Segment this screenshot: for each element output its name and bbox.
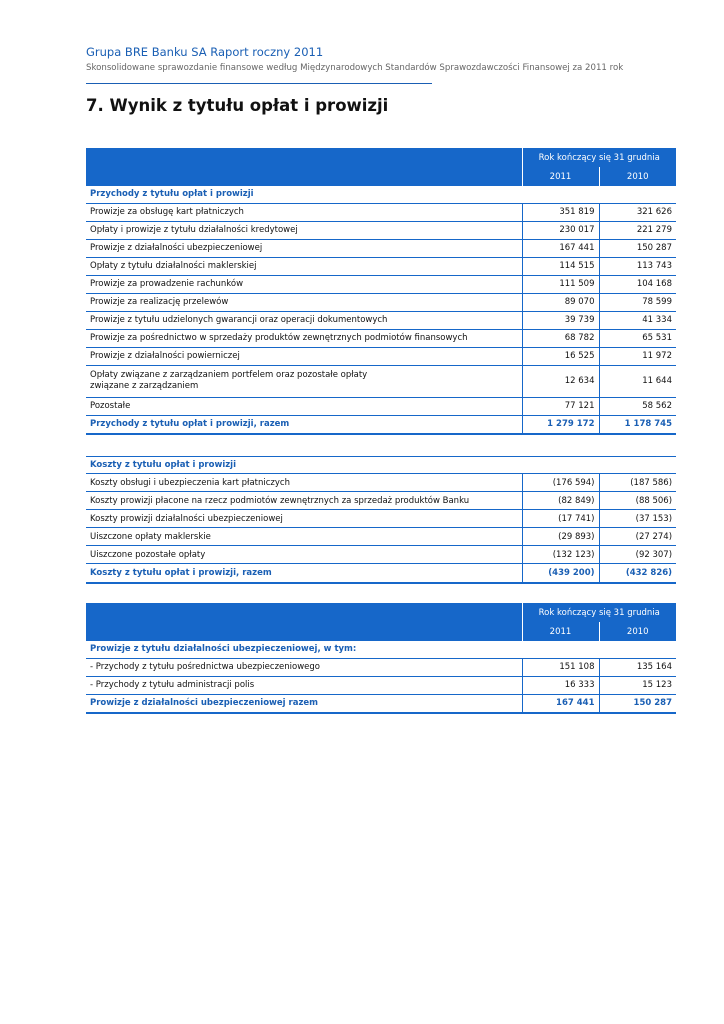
value-2011: 351 819 — [522, 203, 599, 221]
table-row — [86, 221, 676, 239]
value-2010: 113 743 — [599, 257, 676, 275]
value-2010: 11 644 — [599, 365, 676, 397]
value-2011: 16 525 — [522, 347, 599, 365]
cost-rows — [86, 474, 676, 564]
table-row — [86, 203, 676, 221]
total-label: Prowizje z działalności ubezpieczeniowej razem — [86, 694, 522, 713]
table-row — [86, 658, 676, 676]
table-header-period — [86, 148, 676, 167]
total-2011: (439 200) — [522, 564, 599, 583]
table-row — [86, 239, 676, 257]
row-label: Prowizje za realizację przelewów — [86, 293, 522, 311]
row-label: Prowizje za obsługę kart płatniczych — [86, 203, 522, 221]
row-label: Uiszczone opłaty maklerskie — [86, 528, 522, 546]
value-2010: 150 287 — [599, 239, 676, 257]
row-label: Opłaty z tytułu działalności maklerskiej — [86, 257, 522, 275]
group-row — [86, 186, 676, 203]
value-2011: 111 509 — [522, 275, 599, 293]
report-title: Grupa BRE Banku SA Raport roczny 2011 — [86, 45, 324, 59]
value-2011: (17 741) — [522, 510, 599, 528]
value-2011: (176 594) — [522, 474, 599, 492]
total-row — [86, 415, 676, 434]
value-2011: 68 782 — [522, 329, 599, 347]
insurance-rows — [86, 658, 676, 694]
row-label: - Przychody z tytułu administracji polis — [86, 676, 522, 694]
row-label: Prowizje z działalności powierniczej — [86, 347, 522, 365]
period-header: Rok kończący się 31 grudnia — [522, 148, 676, 167]
income-rows — [86, 203, 676, 415]
value-2011: (82 849) — [522, 492, 599, 510]
total-label: Przychody z tytułu opłat i prowizji, razem — [86, 415, 522, 434]
value-2010: 15 123 — [599, 676, 676, 694]
total-2011: 1 279 172 — [522, 415, 599, 434]
group-row — [86, 641, 676, 658]
income-table — [86, 148, 676, 435]
value-2011: (132 123) — [522, 546, 599, 564]
table-header-years — [86, 622, 676, 641]
total-label: Koszty z tytułu opłat i prowizji, razem — [86, 564, 522, 583]
row-label: Opłaty i prowizje z tytułu działalności kredytowej — [86, 221, 522, 239]
row-label: Opłaty związane z zarządzaniem portfelem oraz pozostałe opłaty związane z zarządzaniem — [86, 365, 522, 397]
table-row — [86, 397, 676, 415]
value-2010: 221 279 — [599, 221, 676, 239]
row-label: Prowizje z działalności ubezpieczeniowej — [86, 239, 522, 257]
value-2010: 65 531 — [599, 329, 676, 347]
value-2010: 78 599 — [599, 293, 676, 311]
table-row — [86, 474, 676, 492]
row-label: Koszty prowizji płacone na rzecz podmiotów zewnętrznych za sprzedaż produktów Banku — [86, 492, 522, 510]
value-2011: 151 108 — [522, 658, 599, 676]
value-2010: 104 168 — [599, 275, 676, 293]
row-label: Pozostałe — [86, 397, 522, 415]
col-2011-header: 2011 — [522, 167, 599, 186]
value-2011: 12 634 — [522, 365, 599, 397]
total-2010: (432 826) — [599, 564, 676, 583]
value-2010: 58 562 — [599, 397, 676, 415]
table-row — [86, 347, 676, 365]
header-blank — [86, 148, 522, 167]
section-title: 7. Wynik z tytułu opłat i prowizji — [86, 96, 389, 115]
group-label: Prowizje z tytułu działalności ubezpieczeniowej, w tym: — [86, 641, 676, 658]
value-2010: 11 972 — [599, 347, 676, 365]
total-row — [86, 564, 676, 583]
table-row — [86, 275, 676, 293]
total-2010: 150 287 — [599, 694, 676, 713]
insurance-table — [86, 603, 676, 714]
table-row — [86, 528, 676, 546]
group-label: Przychody z tytułu opłat i prowizji — [86, 186, 676, 203]
total-2010: 1 178 745 — [599, 415, 676, 434]
value-2010: 135 164 — [599, 658, 676, 676]
table-row — [86, 510, 676, 528]
group-row — [86, 457, 676, 474]
col-2010-header: 2010 — [599, 167, 676, 186]
table-row — [86, 492, 676, 510]
table-row — [86, 676, 676, 694]
page-header — [86, 44, 646, 84]
row-label: Prowizje z tytułu udzielonych gwarancji oraz operacji dokumentowych — [86, 311, 522, 329]
table-row — [86, 329, 676, 347]
table-row — [86, 311, 676, 329]
value-2011: 230 017 — [522, 221, 599, 239]
value-2011: 16 333 — [522, 676, 599, 694]
table-row — [86, 293, 676, 311]
group-label: Koszty z tytułu opłat i prowizji — [86, 457, 676, 474]
row-label: - Przychody z tytułu pośrednictwa ubezpieczeniowego — [86, 658, 522, 676]
value-2011: 114 515 — [522, 257, 599, 275]
header-blank — [86, 603, 522, 622]
col-2010-header: 2010 — [599, 622, 676, 641]
header-divider — [86, 83, 432, 84]
header-blank — [86, 622, 522, 641]
row-label: Koszty prowizji działalności ubezpieczeniowej — [86, 510, 522, 528]
value-2010: 321 626 — [599, 203, 676, 221]
total-row — [86, 694, 676, 713]
total-2011: 167 441 — [522, 694, 599, 713]
costs-table — [86, 456, 676, 584]
value-2011: (29 893) — [522, 528, 599, 546]
value-2011: 89 070 — [522, 293, 599, 311]
report-subtitle: Skonsolidowane sprawozdanie finansowe według Międzynarodowych Standardów Sprawozdawczości Finansowej za 2011 rok — [86, 63, 624, 73]
table-header-years — [86, 167, 676, 186]
value-2010: (37 153) — [599, 510, 676, 528]
value-2011: 167 441 — [522, 239, 599, 257]
table-row — [86, 257, 676, 275]
table-row — [86, 365, 676, 397]
value-2011: 77 121 — [522, 397, 599, 415]
row-label: Koszty obsługi i ubezpieczenia kart płatniczych — [86, 474, 522, 492]
value-2011: 39 739 — [522, 311, 599, 329]
period-header: Rok kończący się 31 grudnia — [522, 603, 676, 622]
col-2011-header: 2011 — [522, 622, 599, 641]
value-2010: (27 274) — [599, 528, 676, 546]
row-label: Prowizje za pośrednictwo w sprzedaży produktów zewnętrznych podmiotów finansowych — [86, 329, 522, 347]
value-2010: 41 334 — [599, 311, 676, 329]
table-row — [86, 546, 676, 564]
header-blank — [86, 167, 522, 186]
row-label: Uiszczone pozostałe opłaty — [86, 546, 522, 564]
value-2010: (187 586) — [599, 474, 676, 492]
table-header-period — [86, 603, 676, 622]
row-label: Prowizje za prowadzenie rachunków — [86, 275, 522, 293]
value-2010: (92 307) — [599, 546, 676, 564]
value-2010: (88 506) — [599, 492, 676, 510]
